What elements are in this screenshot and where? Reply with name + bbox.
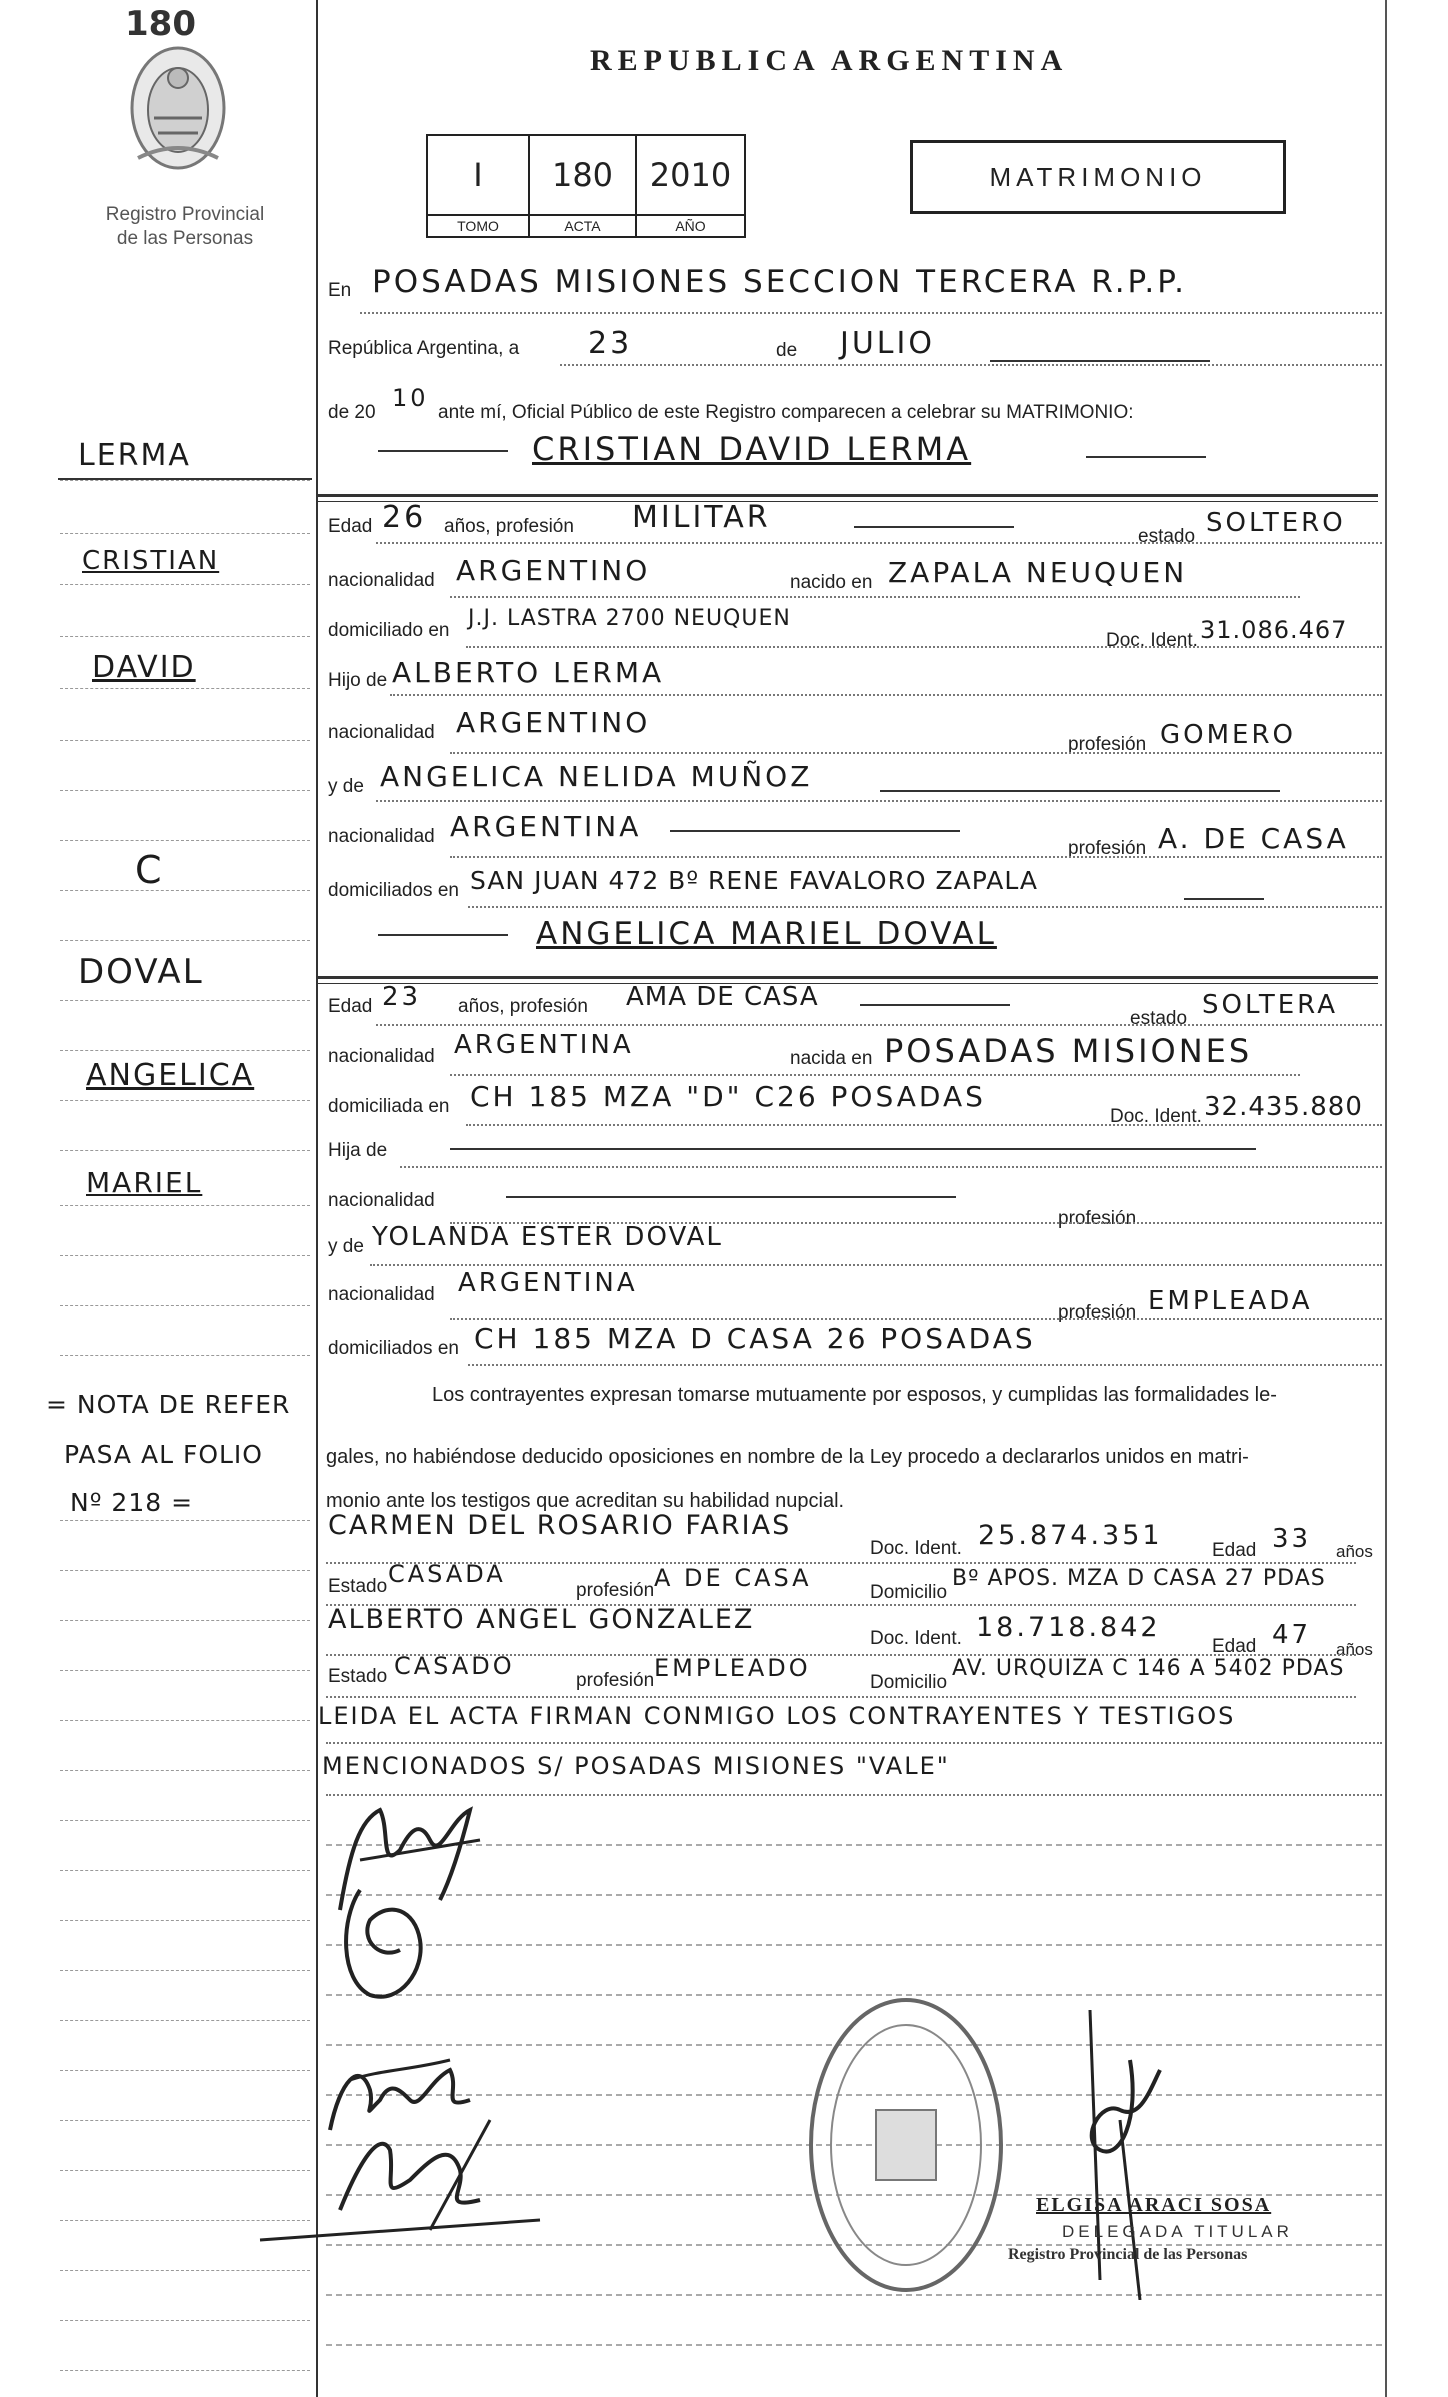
margin-ruled-line <box>60 1255 310 1256</box>
groom-years-profession-label: años, profesión <box>444 516 574 537</box>
page-right-edge-line <box>1385 0 1387 2397</box>
country-title: REPUBLICA ARGENTINA <box>590 44 1069 77</box>
witness1-domicile: Bº APOS. MZA D CASA 27 PDAS <box>952 1566 1326 1591</box>
groom-mother-nat-label: nacionalidad <box>328 826 435 847</box>
groom-born-label: nacido en <box>790 572 873 593</box>
witness1-profession: A DE CASA <box>654 1564 812 1592</box>
bride-parents-domicile: CH 185 MZA D CASA 26 POSADAS <box>474 1322 1036 1355</box>
margin-ruled-line <box>60 1520 310 1521</box>
declaration-line3: monio ante los testigos que acreditan su habilidad nupcial. <box>326 1490 845 1512</box>
margin-note-line3: Nº 218 = <box>70 1488 194 1517</box>
bride-signature <box>330 1880 440 2010</box>
witness2-age: 47 <box>1272 1620 1312 1650</box>
groom-status-label: estado <box>1138 526 1196 547</box>
bride-mother-nat-dotted-line <box>450 1318 1382 1320</box>
tomo-acta-ano-box <box>426 134 746 238</box>
witness2-signature <box>250 2100 550 2250</box>
margin-ruled-line <box>60 740 310 741</box>
margin-note-line2: PASA AL FOLIO <box>64 1440 263 1469</box>
republica-label: República Argentina, a <box>328 338 520 359</box>
bride-section-separator <box>318 976 1378 984</box>
top-record-number: 180 <box>125 4 196 44</box>
margin-ruled-line <box>60 2320 310 2321</box>
witness2-profession: EMPLEADO <box>654 1654 811 1682</box>
official-title: DELEGADA TITULAR <box>1062 2222 1293 2241</box>
bride-full-name: ANGELICA MARIEL DOVAL <box>536 916 997 952</box>
year-prefix: de 20 <box>328 402 376 423</box>
margin-bride-middle-name: MARIEL <box>86 1166 203 1199</box>
ano-label: AÑO <box>636 215 745 237</box>
bride-father-dash <box>450 1148 1256 1150</box>
bride-born-label: nacida en <box>790 1048 873 1069</box>
bride-parents-domicile-dotted-line <box>468 1364 1382 1366</box>
margin-ruled-line <box>60 1305 310 1306</box>
margin-groom-surname: LERMA <box>78 438 191 473</box>
margin-groom-middle-name: DAVID <box>92 650 196 685</box>
bride-age: 23 <box>382 982 422 1012</box>
margin-ruled-line <box>60 1355 310 1356</box>
tomo-label: TOMO <box>427 215 529 237</box>
margin-ruled-line <box>60 1870 310 1871</box>
groom-age-label: Edad <box>328 516 373 537</box>
groom-nationality: ARGENTINO <box>456 554 651 587</box>
margin-ruled-line <box>60 840 310 841</box>
margin-bride-surname: DOVAL <box>78 952 204 992</box>
groom-father-nat-label: nacionalidad <box>328 722 435 743</box>
margin-ruled-line <box>60 1050 310 1051</box>
bride-mother: YOLANDA ESTER DOVAL <box>372 1222 723 1252</box>
margin-note-line1: = NOTA DE REFER <box>46 1390 291 1419</box>
witness2-domicile: AV. URQUIZA C 146 A 5402 PDAS <box>952 1656 1345 1681</box>
closing-line1: LEIDA EL ACTA FIRMAN CONMIGO LOS CONTRAYENTES Y TESTIGOS <box>318 1702 1236 1730</box>
margin-ruled-line <box>60 2370 310 2371</box>
province-coat-of-arms-icon <box>118 38 238 178</box>
bride-father-nat-label: nacionalidad <box>328 1190 435 1211</box>
groom-mother-nat-dash <box>670 830 960 832</box>
bride-mother-label: y de <box>328 1236 364 1257</box>
margin-ruled-line <box>60 890 310 891</box>
margin-ruled-line <box>60 940 310 941</box>
bride-age-label: Edad <box>328 996 373 1017</box>
witness1-status-label: Estado <box>328 1576 388 1597</box>
witness2-doc: 18.718.842 <box>976 1612 1161 1643</box>
bride-status: SOLTERA <box>1202 990 1338 1020</box>
groom-father-label: Hijo de <box>328 670 388 691</box>
bride-years-profession-label: años, profesión <box>458 996 588 1017</box>
groom-father-prof-label: profesión <box>1068 734 1147 755</box>
groom-domicile-dotted-line <box>466 646 1382 648</box>
margin-ruled-line <box>60 1720 310 1721</box>
margin-ruled-line <box>60 480 310 481</box>
en-label: En <box>328 280 352 301</box>
groom-mother: ANGELICA NELIDA MUÑOZ <box>380 760 813 793</box>
date-dotted-line <box>560 364 1382 366</box>
witness2-domicile-label: Domicilio <box>870 1672 948 1693</box>
witness2-doc-label: Doc. Ident. <box>870 1628 962 1649</box>
margin-ruled-line <box>60 1920 310 1921</box>
margin-groom-first-name: CRISTIAN <box>82 546 220 576</box>
groom-name-dash-right <box>1086 456 1206 458</box>
bride-nationality-label: nacionalidad <box>328 1046 435 1067</box>
official-round-stamp <box>806 1990 1006 2300</box>
registry-name-line1: Registro Provincial <box>105 204 265 225</box>
margin-ruled-line <box>60 1570 310 1571</box>
tomo-value: I <box>427 135 529 215</box>
place-dotted-line <box>360 312 1382 314</box>
margin-ruled-line <box>60 688 310 689</box>
margin-ruled-line <box>60 1770 310 1771</box>
groom-mother-prof-label: profesión <box>1068 838 1147 859</box>
witness1-doc-label: Doc. Ident. <box>870 1538 962 1559</box>
groom-domicile-label: domiciliado en <box>328 620 450 641</box>
margin-ruled-line <box>60 1970 310 1971</box>
year-suffix: 10 <box>392 384 429 412</box>
groom-full-name: CRISTIAN DAVID LERMA <box>532 430 972 468</box>
ano-value: 2010 <box>636 135 745 215</box>
margin-ruled-line <box>60 1670 310 1671</box>
groom-parents-domicile-dash <box>1184 898 1264 900</box>
bride-doc-label: Doc. Ident. <box>1110 1106 1202 1127</box>
bride-parents-domicile-label: domiciliados en <box>328 1338 459 1359</box>
witness2-status-dotted-line <box>326 1696 1356 1698</box>
groom-profession: MILITAR <box>632 500 771 535</box>
groom-doc-label: Doc. Ident. <box>1106 630 1198 651</box>
bride-mother-prof-label: profesión <box>1058 1302 1137 1323</box>
margin-ruled-line <box>60 533 310 534</box>
bride-father-dotted-line <box>400 1166 1382 1168</box>
groom-father-nat-dotted-line <box>450 752 1382 754</box>
witness2-status-label: Estado <box>328 1666 388 1687</box>
witness1-years-label: años <box>1336 1542 1373 1561</box>
place-value: POSADAS MISIONES SECCION TERCERA R.P.P. <box>372 264 1187 300</box>
witness1-age-label: Edad <box>1212 1540 1257 1561</box>
margin-ruled-line <box>60 636 310 637</box>
groom-profession-dash <box>854 526 1014 528</box>
witness1-name: CARMEN DEL ROSARIO FARIAS <box>328 1510 792 1541</box>
margin-ruled-line <box>60 1000 310 1001</box>
bride-birthplace: POSADAS MISIONES <box>884 1032 1253 1070</box>
bride-nationality: ARGENTINA <box>454 1030 634 1060</box>
groom-nationality-label: nacionalidad <box>328 570 435 591</box>
acta-value: 180 <box>529 135 636 215</box>
margin-conjunction: C <box>135 848 164 892</box>
margin-ruled-line <box>60 2070 310 2071</box>
bride-profession-dash <box>860 1004 1010 1006</box>
margin-ruled-line <box>60 1100 310 1101</box>
witness2-age-label: Edad <box>1212 1636 1257 1657</box>
bride-mother-nationality: ARGENTINA <box>458 1268 638 1298</box>
groom-mother-dotted-line <box>376 800 1382 802</box>
bride-father-nat-dash <box>506 1196 956 1198</box>
signature-ruled-line <box>326 2344 1382 2346</box>
witness2-name: ALBERTO ANGEL GONZALEZ <box>328 1604 755 1635</box>
witness2-profession-label: profesión <box>576 1670 655 1691</box>
groom-father-dotted-line <box>390 694 1382 696</box>
groom-father-nationality: ARGENTINO <box>456 706 651 739</box>
groom-age-dotted-line <box>376 542 1382 544</box>
witness2-status: CASADO <box>394 1652 515 1680</box>
groom-doc: 31.086.467 <box>1200 616 1348 644</box>
margin-ruled-line <box>60 2270 310 2271</box>
margin-ruled-line <box>60 1150 310 1151</box>
margin-ruled-line <box>60 584 310 585</box>
acta-label: ACTA <box>529 215 636 237</box>
bride-doc: 32.435.880 <box>1204 1092 1363 1122</box>
bride-age-dotted-line <box>376 1024 1382 1026</box>
groom-domicile: J.J. LASTRA 2700 NEUQUEN <box>468 606 791 631</box>
groom-birthplace: ZAPALA NEUQUEN <box>888 556 1188 589</box>
de-label: de <box>776 340 798 361</box>
appear-text: ante mí, Oficial Público de este Registro comparecen a celebrar su MATRIMONIO: <box>438 402 1134 423</box>
month-dash <box>990 360 1210 362</box>
groom-mother-nationality: ARGENTINA <box>450 810 642 843</box>
margin-bride-first-name: ANGELICA <box>86 1058 255 1093</box>
declaration-line1: Los contrayentes expresan tomarse mutuamente por esposos, y cumplidas las formalidades le- <box>432 1384 1277 1406</box>
witness2-years-label: años <box>1336 1640 1373 1659</box>
declaration-line2: gales, no habiéndose deducido oposiciones en nombre de la Ley procedo a declararlos unidos en matri- <box>326 1446 1249 1468</box>
groom-mother-label: y de <box>328 776 364 797</box>
bride-profession: AMA DE CASA <box>626 982 819 1012</box>
groom-father: ALBERTO LERMA <box>392 656 665 689</box>
groom-parents-domicile-label: domiciliados en <box>328 880 459 901</box>
month-value: JULIO <box>840 326 935 361</box>
groom-nationality-dotted-line <box>450 596 1300 598</box>
bride-domicile-label: domiciliada en <box>328 1096 450 1117</box>
groom-parents-domicile: SAN JUAN 472 Bº RENE FAVALORO ZAPALA <box>470 866 1038 895</box>
bride-domicile-dotted-line <box>466 1124 1382 1126</box>
margin-ruled-line <box>60 1620 310 1621</box>
bride-name-dash-left <box>378 934 508 936</box>
official-name: ELGISA ARACI SOSA <box>1036 2194 1272 2216</box>
groom-name-dash-left <box>378 450 508 452</box>
groom-mother-nat-dotted-line <box>450 856 1382 858</box>
bride-father-prof-label: profesión <box>1058 1208 1137 1229</box>
margin-ruled-line <box>60 790 310 791</box>
groom-age: 26 <box>382 500 427 535</box>
bride-mother-profession: EMPLEADA <box>1148 1286 1313 1316</box>
bride-father-label: Hija de <box>328 1140 388 1161</box>
bride-status-label: estado <box>1130 1008 1188 1029</box>
document-type-box <box>910 140 1286 214</box>
bride-nationality-dotted-line <box>450 1074 1300 1076</box>
groom-father-profession: GOMERO <box>1160 720 1297 750</box>
margin-surname-rule <box>58 478 312 480</box>
margin-ruled-line <box>60 1205 310 1206</box>
witness1-profession-label: profesión <box>576 1580 655 1601</box>
bride-mother-nat-label: nacionalidad <box>328 1284 435 1305</box>
groom-status: SOLTERO <box>1206 508 1346 538</box>
groom-section-separator <box>318 494 1378 502</box>
day-value: 23 <box>588 326 633 361</box>
document-type-label: MATRIMONIO <box>989 161 1207 192</box>
witness1-status: CASADA <box>388 1560 506 1588</box>
groom-mother-dash <box>880 790 1280 792</box>
margin-divider-line <box>316 0 318 2397</box>
closing-line2: MENCIONADOS S/ POSADAS MISIONES "VALE" <box>322 1752 950 1780</box>
witness1-domicile-label: Domicilio <box>870 1582 948 1603</box>
margin-ruled-line <box>60 2020 310 2021</box>
groom-parents-domicile-dotted-line <box>468 906 1382 908</box>
official-office: Registro Provincial de las Personas <box>1008 2246 1248 2263</box>
groom-mother-profession: A. DE CASA <box>1158 822 1349 855</box>
closing-line1-dotted <box>326 1742 1382 1744</box>
bride-mother-dotted-line <box>370 1264 1382 1266</box>
witness1-doc: 25.874.351 <box>978 1520 1163 1551</box>
witness1-age: 33 <box>1272 1524 1312 1554</box>
signature-ruled-line <box>326 1944 1382 1946</box>
margin-ruled-line <box>60 1820 310 1821</box>
bride-domicile: CH 185 MZA "D" C26 POSADAS <box>470 1080 986 1113</box>
registry-name-line2: de las Personas <box>116 228 254 249</box>
